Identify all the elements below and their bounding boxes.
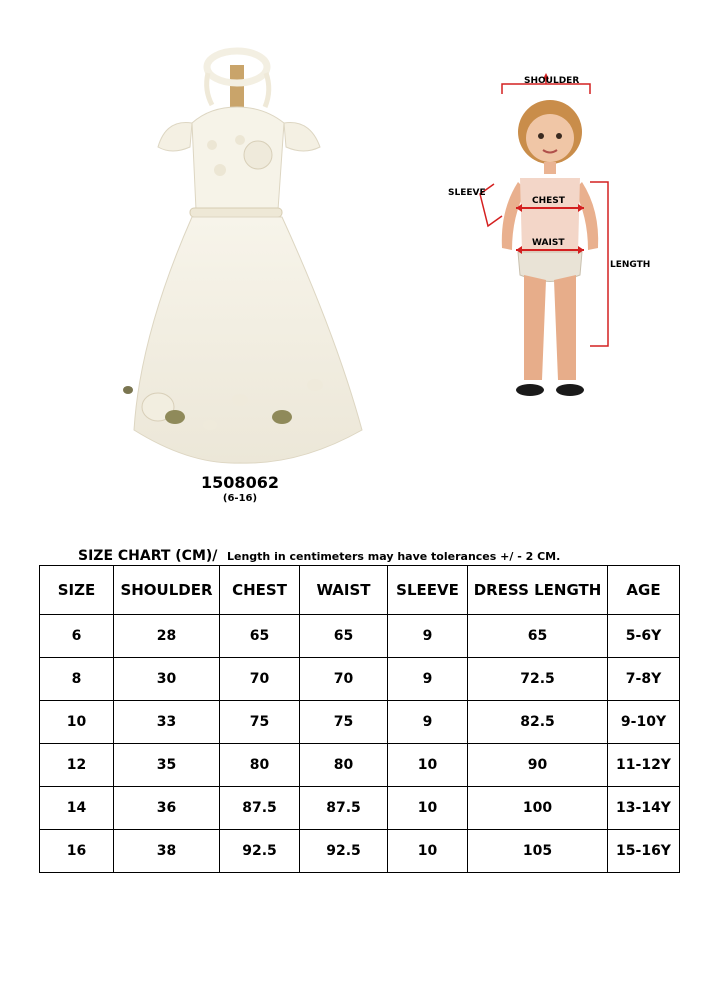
cell-size: 14 xyxy=(40,787,114,830)
cell-chest: 87.5 xyxy=(220,787,300,830)
cell-dress-length: 105 xyxy=(468,830,608,873)
cell-size: 6 xyxy=(40,615,114,658)
cell-dress-length: 72.5 xyxy=(468,658,608,701)
cell-size: 8 xyxy=(40,658,114,701)
cell-sleeve: 10 xyxy=(388,744,468,787)
size-chart-title: SIZE CHART (CM)/ xyxy=(78,548,218,564)
table-row xyxy=(40,701,680,744)
cell-size: 10 xyxy=(40,701,114,744)
cell-shoulder: 33 xyxy=(114,701,220,744)
table-row xyxy=(40,787,680,830)
cell-dress-length: 90 xyxy=(468,744,608,787)
header-waist: WAIST xyxy=(300,566,388,615)
cell-waist: 75 xyxy=(300,701,388,744)
cell-sleeve: 10 xyxy=(388,787,468,830)
cell-chest: 92.5 xyxy=(220,830,300,873)
cell-sleeve: 9 xyxy=(388,615,468,658)
sleeve-label: SLEEVE xyxy=(448,188,486,198)
table-row xyxy=(40,615,680,658)
cell-sleeve: 10 xyxy=(388,830,468,873)
header-size: SIZE xyxy=(40,566,114,615)
cell-age: 7-8Y xyxy=(608,658,680,701)
size-chart-table xyxy=(39,565,680,873)
cell-waist: 92.5 xyxy=(300,830,388,873)
cell-chest: 65 xyxy=(220,615,300,658)
cell-dress-length: 65 xyxy=(468,615,608,658)
table-row xyxy=(40,744,680,787)
cell-chest: 80 xyxy=(220,744,300,787)
header-shoulder: SHOULDER xyxy=(114,566,220,615)
cell-sleeve: 9 xyxy=(388,658,468,701)
measurement-figure xyxy=(440,70,660,415)
cell-age: 13-14Y xyxy=(608,787,680,830)
cell-waist: 80 xyxy=(300,744,388,787)
cell-shoulder: 36 xyxy=(114,787,220,830)
cell-age: 11-12Y xyxy=(608,744,680,787)
cell-age: 9-10Y xyxy=(608,701,680,744)
header-dress-length: DRESS LENGTH xyxy=(468,566,608,615)
product-size-range: (6-16) xyxy=(222,493,258,504)
product-code: 1508062 xyxy=(201,473,279,492)
size-chart-note: Length in centimeters may have tolerances +/ - 2 CM. xyxy=(226,550,561,563)
cell-dress-length: 82.5 xyxy=(468,701,608,744)
table-header-row xyxy=(40,566,680,615)
cell-waist: 87.5 xyxy=(300,787,388,830)
cell-dress-length: 100 xyxy=(468,787,608,830)
shoulder-label: SHOULDER xyxy=(524,76,580,86)
size-chart-heading xyxy=(78,545,560,564)
table-row xyxy=(40,830,680,873)
cell-size: 12 xyxy=(40,744,114,787)
cell-chest: 75 xyxy=(220,701,300,744)
cell-waist: 65 xyxy=(300,615,388,658)
waist-label: WAIST xyxy=(532,238,565,248)
header-sleeve: SLEEVE xyxy=(388,566,468,615)
cell-chest: 70 xyxy=(220,658,300,701)
cell-age: 5-6Y xyxy=(608,615,680,658)
cell-shoulder: 35 xyxy=(114,744,220,787)
chest-label: CHEST xyxy=(532,196,565,206)
cell-shoulder: 30 xyxy=(114,658,220,701)
dress-product-image xyxy=(100,45,390,475)
table-row xyxy=(40,658,680,701)
cell-waist: 70 xyxy=(300,658,388,701)
header-chest: CHEST xyxy=(220,566,300,615)
cell-size: 16 xyxy=(40,830,114,873)
cell-shoulder: 28 xyxy=(114,615,220,658)
cell-age: 15-16Y xyxy=(608,830,680,873)
cell-shoulder: 38 xyxy=(114,830,220,873)
header-age: AGE xyxy=(608,566,680,615)
cell-sleeve: 9 xyxy=(388,701,468,744)
length-label: LENGTH xyxy=(610,260,651,270)
